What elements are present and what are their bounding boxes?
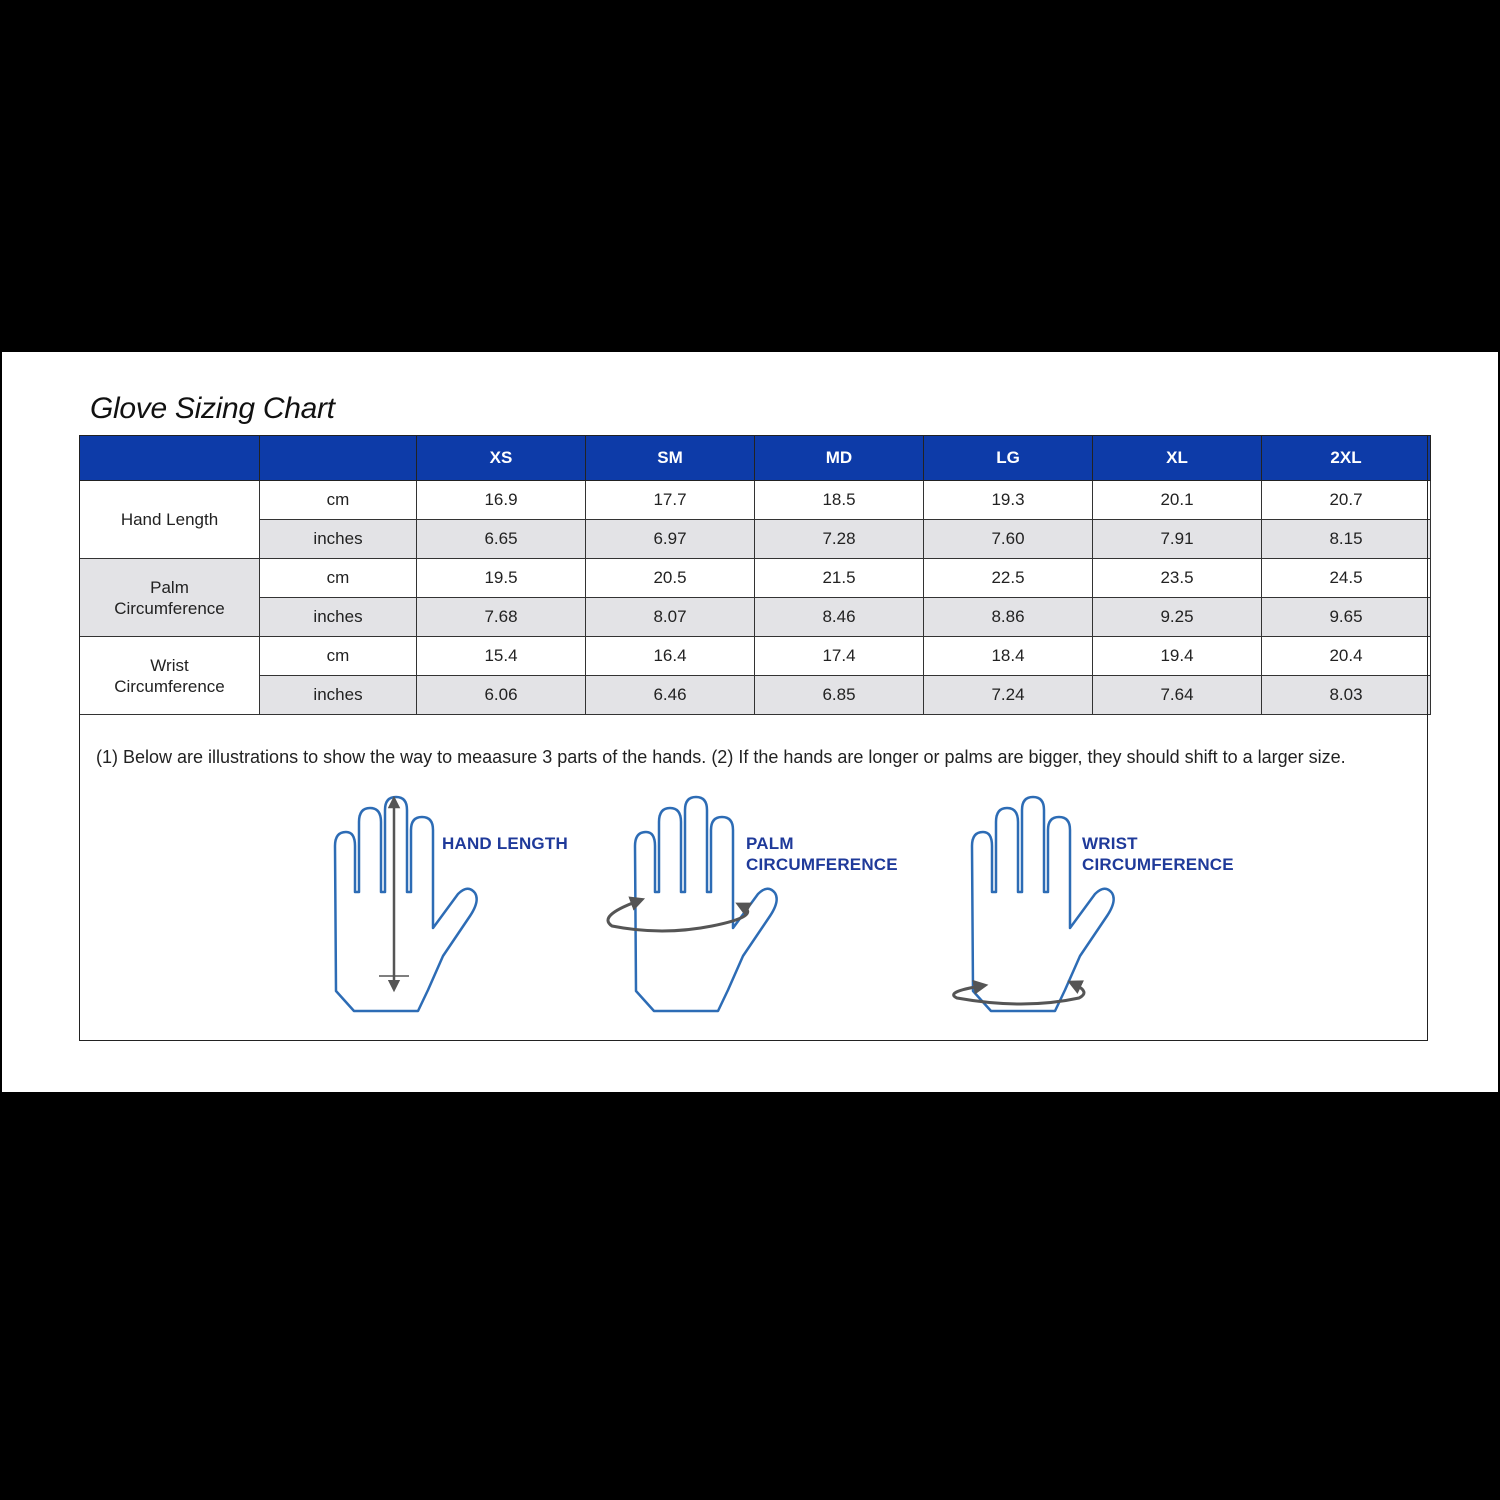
value-cell: 6.65 <box>417 520 586 559</box>
unit-cell: inches <box>260 598 417 637</box>
label-line: CIRCUMFERENCE <box>1082 855 1234 874</box>
value-cell: 7.28 <box>755 520 924 559</box>
page-title: Glove Sizing Chart <box>90 392 335 425</box>
value-cell: 8.86 <box>924 598 1093 637</box>
value-cell: 22.5 <box>924 559 1093 598</box>
hand-length-icon <box>335 797 477 1011</box>
value-cell: 24.5 <box>1262 559 1431 598</box>
value-cell: 6.46 <box>586 676 755 715</box>
palm-arrow <box>608 901 748 931</box>
wrist-circumference-label <box>1082 833 1234 875</box>
value-cell: 9.25 <box>1093 598 1262 637</box>
size-header: MD <box>755 436 924 481</box>
label-line: HAND LENGTH <box>442 834 568 853</box>
value-cell: 20.1 <box>1093 481 1262 520</box>
value-cell: 7.64 <box>1093 676 1262 715</box>
palm-circumference-label <box>746 833 898 875</box>
measurement-label: Wrist Circumference <box>80 637 260 715</box>
value-cell: 17.7 <box>586 481 755 520</box>
measurement-label: Palm Circumference <box>80 559 260 637</box>
value-cell: 19.3 <box>924 481 1093 520</box>
value-cell: 20.4 <box>1262 637 1431 676</box>
value-cell: 8.07 <box>586 598 755 637</box>
value-cell: 7.91 <box>1093 520 1262 559</box>
measurement-label: Hand Length <box>80 481 260 559</box>
value-cell: 8.03 <box>1262 676 1431 715</box>
hand-outline <box>972 797 1114 1011</box>
value-cell: 15.4 <box>417 637 586 676</box>
value-cell: 20.7 <box>1262 481 1431 520</box>
value-cell: 23.5 <box>1093 559 1262 598</box>
hand-outline <box>635 797 777 1011</box>
hand-length-label <box>442 833 568 854</box>
value-cell: 6.85 <box>755 676 924 715</box>
label-line: PALM <box>746 834 794 853</box>
palm-circumference-icon <box>608 797 777 1011</box>
value-cell: 18.5 <box>755 481 924 520</box>
value-cell: 8.46 <box>755 598 924 637</box>
value-cell: 20.5 <box>586 559 755 598</box>
value-cell: 9.65 <box>1262 598 1431 637</box>
value-cell: 7.68 <box>417 598 586 637</box>
value-cell: 17.4 <box>755 637 924 676</box>
value-cell: 6.97 <box>586 520 755 559</box>
label-line: WRIST <box>1082 834 1138 853</box>
value-cell: 8.15 <box>1262 520 1431 559</box>
value-cell: 7.24 <box>924 676 1093 715</box>
size-header: XL <box>1093 436 1262 481</box>
value-cell: 21.5 <box>755 559 924 598</box>
value-cell: 18.4 <box>924 637 1093 676</box>
unit-cell: inches <box>260 520 417 559</box>
value-cell: 16.4 <box>586 637 755 676</box>
value-cell: 19.4 <box>1093 637 1262 676</box>
size-header: SM <box>586 436 755 481</box>
value-cell: 7.60 <box>924 520 1093 559</box>
value-cell: 16.9 <box>417 481 586 520</box>
value-cell: 6.06 <box>417 676 586 715</box>
label-line: CIRCUMFERENCE <box>746 855 898 874</box>
unit-cell: cm <box>260 481 417 520</box>
unit-cell: cm <box>260 559 417 598</box>
size-header: XS <box>417 436 586 481</box>
measurement-note: (1) Below are illustrations to show the way to meaasure 3 parts of the hands. (2) If the hands are longer or palms are bigger, they should shift to a larger size. <box>96 747 1346 767</box>
hand-outline <box>335 797 477 1011</box>
size-header: 2XL <box>1262 436 1431 481</box>
unit-cell: cm <box>260 637 417 676</box>
wrist-circumference-icon <box>954 797 1114 1011</box>
size-header: LG <box>924 436 1093 481</box>
unit-cell: inches <box>260 676 417 715</box>
value-cell: 19.5 <box>417 559 586 598</box>
